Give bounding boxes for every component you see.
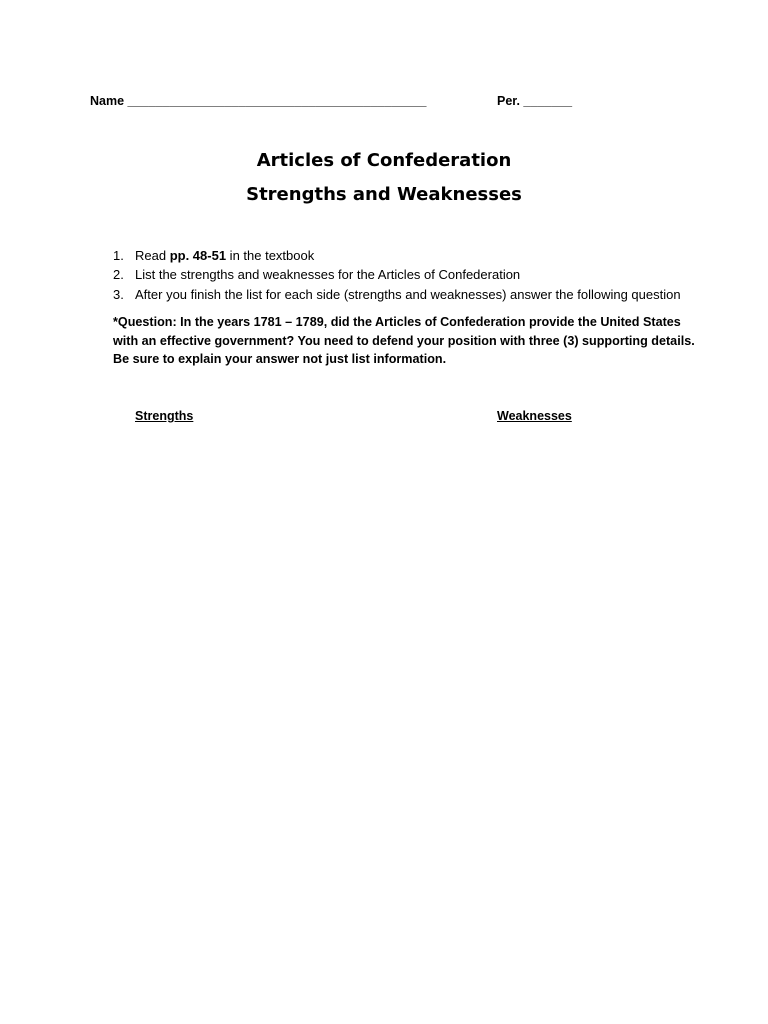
instruction-item <box>113 246 681 265</box>
strengths-heading: Strengths <box>135 409 194 423</box>
page-title: Articles of Confederation <box>256 150 512 171</box>
instruction-number: 2. <box>113 267 124 283</box>
instruction-text-end: in the textbook <box>226 248 315 263</box>
question-line: Be sure to explain your answer not just list information. <box>113 352 447 367</box>
instruction-number: 3. <box>113 286 124 302</box>
instruction-text: Read <box>135 248 170 263</box>
name-field: Name ___________________________________________ <box>90 94 427 108</box>
instruction-item <box>113 285 681 304</box>
instructions-list <box>113 246 681 304</box>
instruction-text: List the strengths and weaknesses for the Articles of Confederation <box>135 267 521 283</box>
weaknesses-heading: Weaknesses <box>497 409 572 423</box>
page-subtitle: Strengths and Weaknesses <box>246 184 522 205</box>
instruction-text: After you finish the list for each side (strengths and weaknesses) answer the following question <box>135 286 681 302</box>
essay-question <box>113 313 695 369</box>
instruction-item <box>113 265 681 284</box>
question-line: *Question: In the years 1781 – 1789, did the Articles of Confederation provide the United States <box>113 315 681 329</box>
instruction-pages: pp. 48-51 <box>169 248 227 263</box>
question-line: with an effective government? You need to defend your position with three (3) supporting details. <box>113 333 695 348</box>
instruction-number: 1. <box>113 248 124 263</box>
period-field: Per. _______ <box>497 94 573 108</box>
